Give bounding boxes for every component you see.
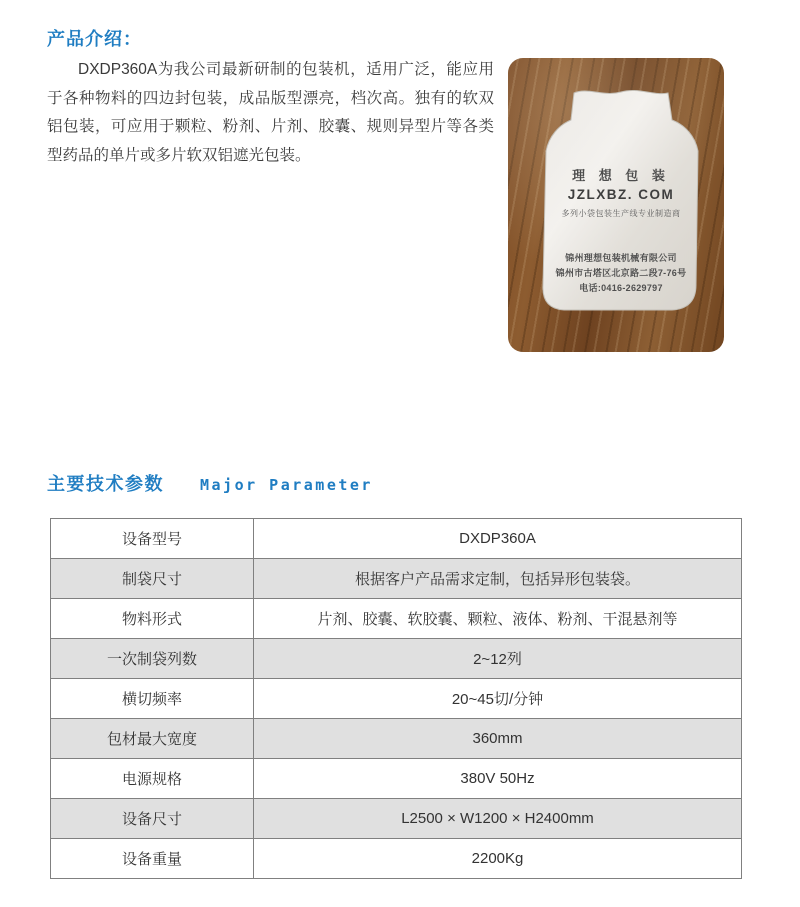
- spec-row: [51, 679, 742, 719]
- sachet-slogan-text: 多列小袋包装生产线专业制造商: [561, 209, 681, 218]
- sachet-brand-text: 理 想 包 装: [572, 168, 670, 183]
- sachet-address-text: 锦州市古塔区北京路二段7-76号: [555, 268, 687, 278]
- spec-label-cell: 设备尺寸: [51, 799, 254, 839]
- spec-value-cell: 片剂、胶囊、软胶囊、颗粒、液体、粉剂、干混悬剂等: [254, 599, 742, 639]
- intro-paragraph: DXDP360A为我公司最新研制的包装机，适用广泛，能应用于各种物料的四边封包装，成品版型漂亮，档次高。独有的软双铝包装，可应用于颗粒、粉剂、片剂、胶囊、规则异型片等各类型药品的单片或多片软双铝遮光包装。: [47, 61, 494, 164]
- spec-value-cell: DXDP360A: [254, 519, 742, 559]
- spec-label-cell: 电源规格: [51, 759, 254, 799]
- parameters-heading-cn: 主要技术参数: [47, 474, 164, 494]
- spec-value-cell: 380V 50Hz: [254, 759, 742, 799]
- spec-label-cell: 包材最大宽度: [51, 719, 254, 759]
- spec-table: [50, 518, 742, 879]
- spec-row: [51, 519, 742, 559]
- spec-row: [51, 759, 742, 799]
- spec-value-cell: 20~45切/分钟: [254, 679, 742, 719]
- spec-value-cell: 根据客户产品需求定制，包括异形包装袋。: [254, 559, 742, 599]
- intro-heading: 产品介绍：: [47, 29, 142, 49]
- spec-label-cell: 横切频率: [51, 679, 254, 719]
- spec-row: [51, 639, 742, 679]
- spec-label-cell: 设备重量: [51, 839, 254, 879]
- sachet-phone-text: 电话:0416-2629797: [579, 283, 663, 293]
- parameters-heading: [47, 470, 373, 496]
- spec-row: [51, 839, 742, 879]
- spec-label-cell: 物料形式: [51, 599, 254, 639]
- spec-row: [51, 559, 742, 599]
- sachet-company-text: 锦州理想包装机械有限公司: [565, 253, 677, 263]
- spec-label-cell: 一次制袋列数: [51, 639, 254, 679]
- spec-row: [51, 799, 742, 839]
- spec-label-cell: 制袋尺寸: [51, 559, 254, 599]
- spec-row: [51, 599, 742, 639]
- spec-value-cell: 2200Kg: [254, 839, 742, 879]
- parameters-heading-en: Major Parameter: [200, 476, 373, 494]
- spec-value-cell: 360mm: [254, 719, 742, 759]
- product-photo: [508, 58, 724, 352]
- sachet-illustration: [508, 58, 724, 352]
- spec-row: [51, 719, 742, 759]
- sachet-website-text: JZLXBZ. COM: [567, 187, 675, 202]
- spec-label-cell: 设备型号: [51, 519, 254, 559]
- spec-value-cell: L2500 × W1200 × H2400mm: [254, 799, 742, 839]
- spec-value-cell: 2~12列: [254, 639, 742, 679]
